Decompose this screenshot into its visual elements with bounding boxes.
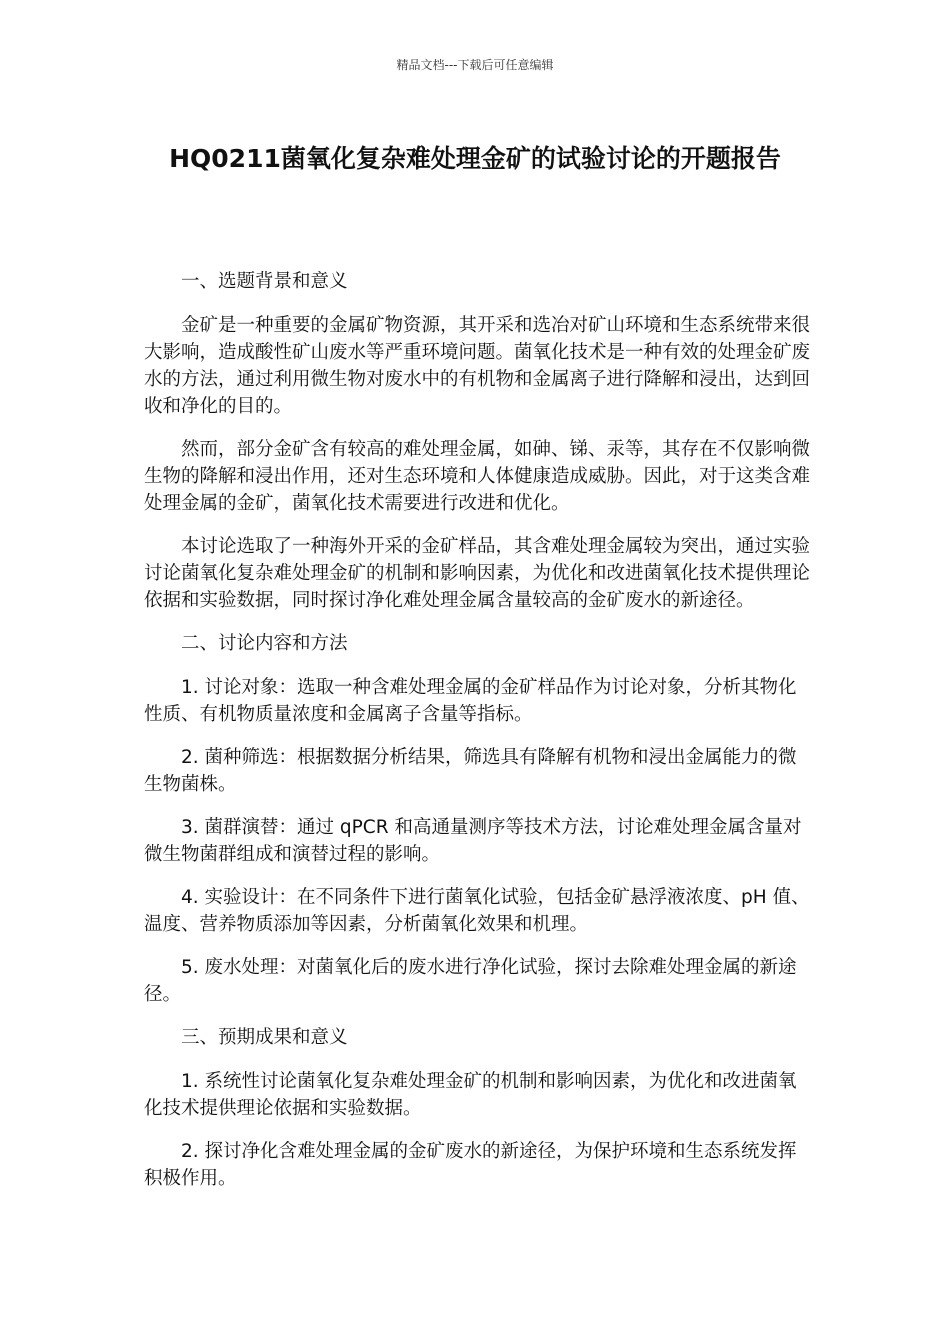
section-heading-outcomes: 三、预期成果和意义 <box>181 1027 348 1048</box>
paragraph-background-1: 金矿是一种重要的金属矿物资源，其开采和选冶对矿山环境和生态系统带来很大影响，造成酸性矿山废水等严重环境问题。菌氧化技术是一种有效的处理金矿废水的方法，通过利用微生物对废水中的有机物和金属离子进行降解和浸出，达到回收和净化的目的。 <box>144 315 811 417</box>
paragraph-background-3: 本讨论选取了一种海外开采的金矿样品，其含难处理金属较为突出，通过实验讨论菌氧化复杂难处理金矿的机制和影响因素，为优化和改进菌氧化技术提供理论依据和实验数据，同时探讨净化难处理金属含量较高的金矿废水的新途径。 <box>144 536 811 611</box>
list-item-wastewater-treatment: 5. 废水处理：对菌氧化后的废水进行净化试验，探讨去除难处理金属的新途径。 <box>144 957 797 1005</box>
list-item-research-object: 1. 讨论对象：选取一种含难处理金属的金矿样品作为讨论对象，分析其物化性质、有机物质量浓度和金属离子含量等指标。 <box>144 677 797 725</box>
page-header-note: 精品文档---下载后可任意编辑 <box>396 58 554 72</box>
section-heading-methods: 二、讨论内容和方法 <box>181 633 348 654</box>
list-item-outcome-2: 2. 探讨净化含难处理金属的金矿废水的新途径，为保护环境和生态系统发挥积极作用。 <box>144 1141 797 1189</box>
list-item-community-succession: 3. 菌群演替：通过 qPCR 和高通量测序等技术方法，讨论难处理金属含量对微生物菌群组成和演替过程的影响。 <box>144 817 802 865</box>
paragraph-background-2: 然而，部分金矿含有较高的难处理金属，如砷、锑、汞等，其存在不仅影响微生物的降解和浸出作用，还对生态环境和人体健康造成威胁。因此，对于这类含难处理金属的金矿，菌氧化技术需要进行改进和优化。 <box>144 439 811 514</box>
section-heading-background: 一、选题背景和意义 <box>181 271 348 292</box>
document-title: HQ0211菌氧化复杂难处理金矿的试验讨论的开题报告 <box>169 144 781 173</box>
list-item-strain-screening: 2. 菌种筛选：根据数据分析结果，筛选具有降解有机物和浸出金属能力的微生物菌株。 <box>144 747 797 795</box>
document-body <box>144 268 812 1208</box>
list-item-experiment-design: 4. 实验设计：在不同条件下进行菌氧化试验，包括金矿悬浮液浓度、pH 值、温度、营养物质添加等因素，分析菌氧化效果和机理。 <box>144 887 810 935</box>
list-item-outcome-1: 1. 系统性讨论菌氧化复杂难处理金矿的机制和影响因素，为优化和改进菌氧化技术提供理论依据和实验数据。 <box>144 1071 797 1119</box>
